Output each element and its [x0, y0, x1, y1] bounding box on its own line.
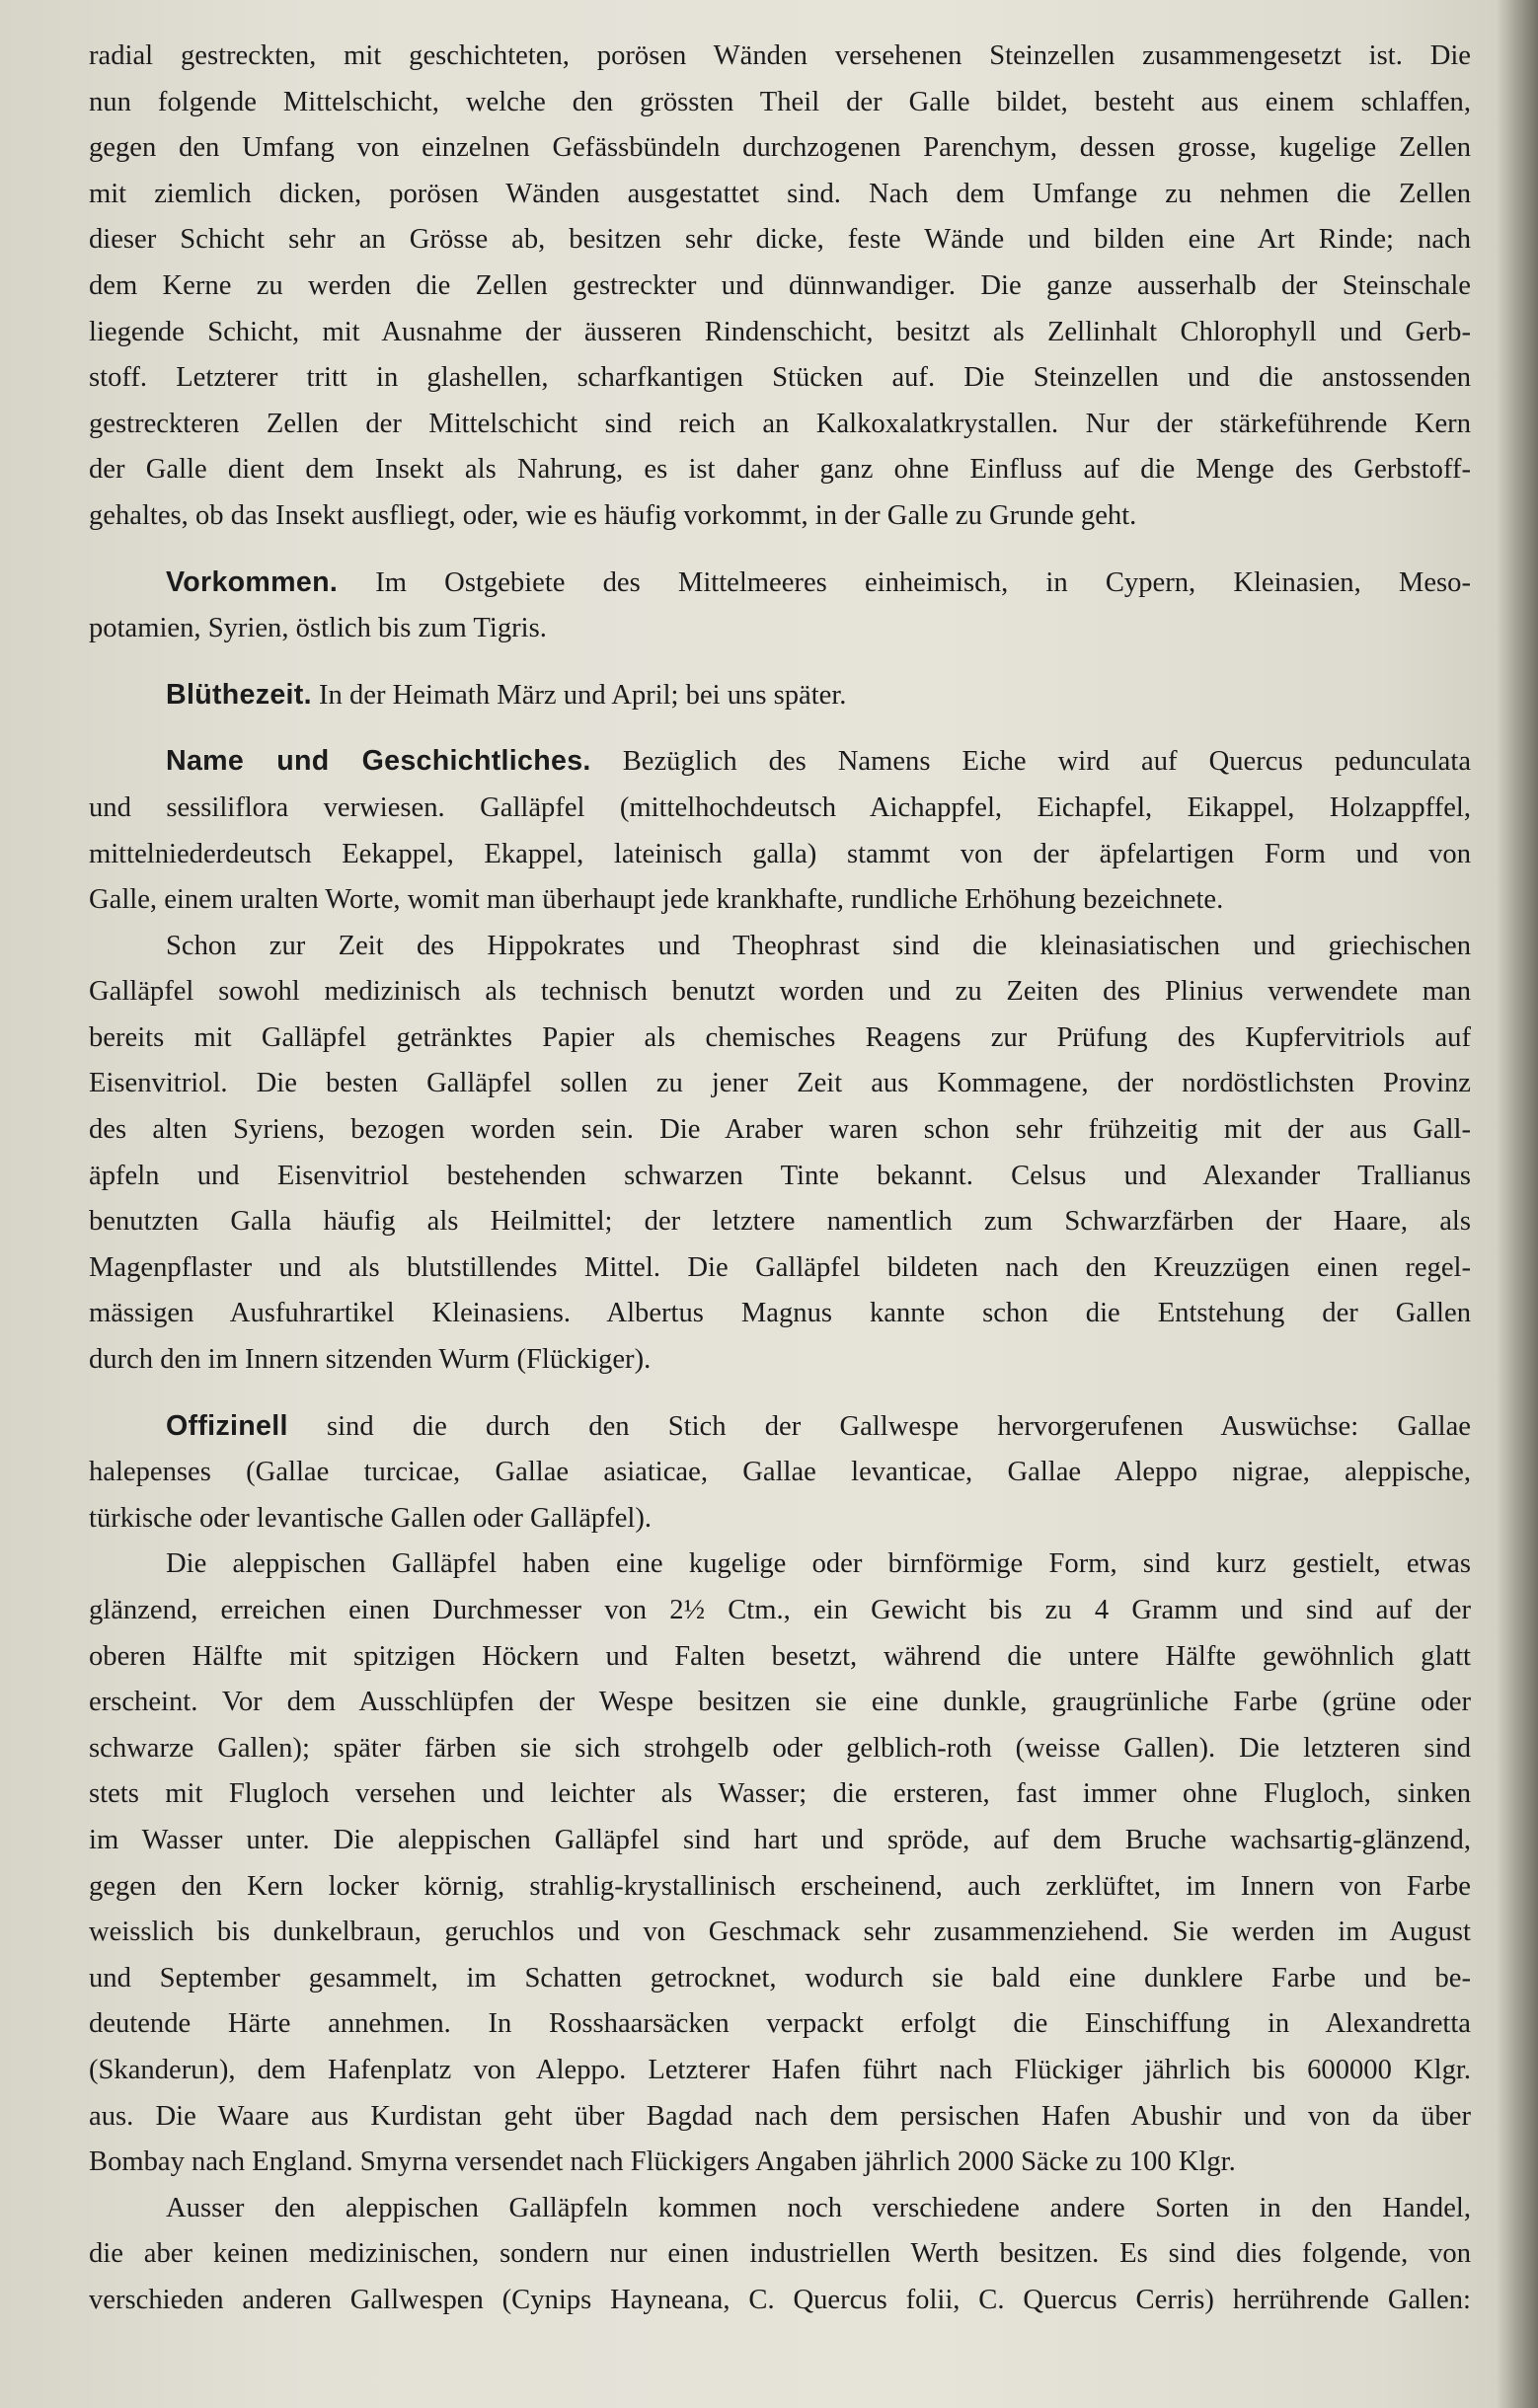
text-line: dem Kerne zu werden die Zellen gestreckter und dünnwandiger. Die ganze ausserhalb der Steinschale [89, 269, 1471, 301]
text-line: Magenpflaster und als blutstillendes Mittel. Die Galläpfel bildeten nach den Kreuzzügen einen regel- [89, 1251, 1471, 1283]
section-heading: Vorkommen. [166, 565, 339, 598]
text-line: und September gesammelt, im Schatten getrocknet, wodurch sie bald eine dunklere Farbe und be- [89, 1962, 1471, 1994]
text-line: nun folgende Mittelschicht, welche den grössten Theil der Galle bildet, besteht aus einem schlaffen, [89, 86, 1471, 117]
text-line: gegen den Umfang von einzelnen Gefässbündeln durchzogenen Parenchym, dessen grosse, kugelige Zellen [89, 132, 1471, 164]
text-line: äpfeln und Eisenvitriol bestehenden schwarzen Tinte bekannt. Celsus und Alexander Trallianus [89, 1160, 1471, 1191]
text-line: türkische oder levantische Gallen oder Galläpfel). [89, 1502, 653, 1534]
text-line: stoff. Letzterer tritt in glashellen, scharfkantigen Stücken auf. Die Steinzellen und die anstossenden [89, 362, 1471, 394]
paragraph-bluethezeit [89, 672, 1471, 719]
text-line: mässigen Ausfuhrartikel Kleinasiens. Albertus Magnus kannte schon die Entstehung der Gallen [89, 1298, 1471, 1329]
text-run: Bezüglich des Namens Eiche wird auf Quercus pedunculata [622, 746, 1471, 778]
text-line: Die aleppischen Galläpfel haben eine kugelige oder birnförmige Form, sind kurz gestielt, etwas [166, 1548, 1471, 1580]
body-text [89, 34, 1471, 2324]
text-line: potamien, Syrien, östlich bis zum Tigris. [89, 613, 547, 644]
text-line: im Wasser unter. Die aleppischen Galläpfel sind hart und spröde, auf dem Bruche wachsartig-glänzend, [89, 1824, 1471, 1855]
text-line: Schon zur Zeit des Hippokrates und Theophrast sind die kleinasiatischen und griechischen [166, 930, 1471, 961]
section-heading: Name und Geschichtliches. [166, 745, 591, 778]
section-heading: Blüthezeit. [166, 678, 312, 711]
text-line [89, 1403, 1471, 1451]
text-line: bereits mit Galläpfel getränktes Papier als chemisches Reagens zur Prüfung des Kupfervitriols auf [89, 1021, 1471, 1053]
text-line: Bombay nach England. Smyrna versendet nach Flückigers Angaben jährlich 2000 Säcke zu 100 Klgr. [89, 2146, 1236, 2178]
text-line: halepenses (Gallae turcicae, Gallae asiaticae, Gallae levanticae, Gallae Aleppo nigrae, aleppische, [89, 1457, 1471, 1488]
text-line: benutzten Galla häufig als Heilmittel; der letztere namentlich zum Schwarzfärben der Haare, als [89, 1206, 1471, 1238]
text-line: Ausser den aleppischen Galläpfeln kommen noch verschiedene andere Sorten in den Handel, [166, 2192, 1471, 2223]
text-line: gegen den Kern locker körnig, strahlig-krystallinisch erscheinend, auch zerklüftet, im Innern von Farbe [89, 1870, 1471, 1902]
text-line: des alten Syriens, bezogen worden sein. Die Araber waren schon sehr frühzeitig mit der aus Gall- [89, 1114, 1471, 1146]
text-line [89, 672, 1471, 719]
text-line: und sessiliflora verwiesen. Galläpfel (mittelhochdeutsch Aichappfel, Eichapfel, Eikappel, Holzappffel, [89, 791, 1471, 823]
text-run: In der Heimath März und April; bei uns später. [319, 679, 847, 711]
text-line: die aber keinen medizinischen, sondern nur einen industriellen Werth besitzen. Es sind dies folgende, von [89, 2238, 1471, 2270]
paragraph-history [89, 924, 1471, 1384]
text-line: liegende Schicht, mit Ausnahme der äusseren Rindenschicht, besitzt als Zellinhalt Chlorophyll und Gerb- [89, 316, 1471, 347]
text-line: mittelniederdeutsch Eekappel, Ekappel, lateinisch galla) stammt von der äpfelartigen Form und von [89, 838, 1471, 869]
text-line: Galle, einem uralten Worte, womit man überhaupt jede krankhafte, rundliche Erhöhung bezeichnete. [89, 884, 1224, 916]
paragraph-name-geschichtliches [89, 738, 1471, 923]
paragraph-vorkommen [89, 560, 1471, 652]
text-run: Im Ostgebiete des Mittelmeeres einheimisch, in Cypern, Kleinasien, Meso- [375, 566, 1471, 598]
text-line [89, 738, 1471, 786]
paragraph-other-sorts [89, 2186, 1471, 2324]
text-line: gehaltes, ob das Insekt ausfliegt, oder, wie es häufig vorkommt, in der Galle zu Grunde geht. [89, 499, 1137, 531]
text-line: dieser Schicht sehr an Grösse ab, besitzen sehr dicke, feste Wände und bilden eine Art Rinde; nach [89, 224, 1471, 256]
text-line: radial gestreckten, mit geschichteten, porösen Wänden versehenen Steinzellen zusammengesetzt ist. Die [89, 40, 1471, 71]
text-line: oberen Hälfte mit spitzigen Höckern und Falten besetzt, während die untere Hälfte gewöhnlich glatt [89, 1640, 1471, 1672]
text-line: erscheint. Vor dem Ausschlüpfen der Wespe besitzen sie eine dunkle, graugrünliche Farbe (grüne oder [89, 1687, 1471, 1718]
text-line: mit ziemlich dicken, porösen Wänden ausgestattet sind. Nach dem Umfange zu nehmen die Zellen [89, 178, 1471, 209]
text-line: stets mit Flugloch versehen und leichter als Wasser; die ersteren, fast immer ohne Flugloch, sinken [89, 1778, 1471, 1810]
text-line: Galläpfel sowohl medizinisch als technisch benutzt worden und zu Zeiten des Plinius verwendete man [89, 976, 1471, 1008]
text-line: gestreckteren Zellen der Mittelschicht sind reich an Kalkoxalatkrystallen. Nur der stärkeführende Kern [89, 408, 1471, 439]
section-heading: Offizinell [166, 1409, 288, 1442]
text-line: (Skanderun), dem Hafenplatz von Aleppo. Letzterer Hafen führt nach Flückiger jährlich bis 600000 Klgr. [89, 2054, 1471, 2085]
text-line: aus. Die Waare aus Kurdistan geht über Bagdad nach dem persischen Hafen Abushir und von da über [89, 2100, 1471, 2132]
text-run: sind die durch den Stich der Gallwespe hervorgerufenen Auswüchse: Gallae [326, 1410, 1471, 1442]
paragraph-anatomy [89, 34, 1471, 540]
text-line: weisslich bis dunkelbraun, geruchlos und von Geschmack sehr zusammenziehend. Sie werden im August [89, 1917, 1471, 1948]
text-line: verschieden anderen Gallwespen (Cynips Hayneana, C. Quercus folii, C. Quercus Cerris) herrührende Gallen: [89, 2284, 1471, 2315]
text-line [89, 560, 1471, 607]
paragraph-description [89, 1542, 1471, 2185]
text-line: Eisenvitriol. Die besten Galläpfel sollen zu jener Zeit aus Kommagene, der nordöstlichsten Provinz [89, 1068, 1471, 1099]
text-line: glänzend, erreichen einen Durchmesser von 2½ Ctm., ein Gewicht bis zu 4 Gramm und sind auf der [89, 1595, 1471, 1625]
text-line: der Galle dient dem Insekt als Nahrung, es ist daher ganz ohne Einfluss auf die Menge des Gerbstoff- [89, 454, 1471, 486]
text-line: schwarze Gallen); später färben sie sich strohgelb oder gelblich-roth (weisse Gallen). Die letzteren sind [89, 1732, 1471, 1764]
paragraph-offizinell [89, 1403, 1471, 1543]
text-line: deutende Härte annehmen. In Rosshaarsäcken verpackt erfolgt die Einschiffung in Alexandretta [89, 2008, 1471, 2040]
text-line: durch den im Innern sitzenden Wurm (Flückiger). [89, 1344, 652, 1376]
